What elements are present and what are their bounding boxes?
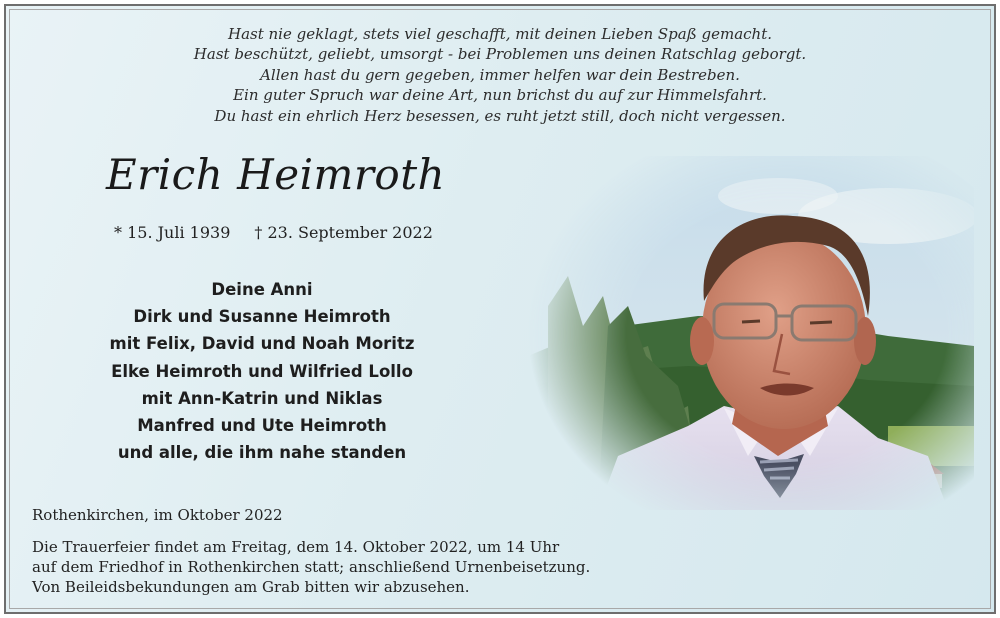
mourner-line: Dirk und Susanne Heimroth	[133, 307, 391, 327]
poem	[6, 24, 994, 126]
death-date: † 23. September 2022	[254, 223, 433, 242]
mourner-line: Manfred und Ute Heimroth	[137, 416, 387, 436]
deceased-name: Erich Heimroth	[106, 150, 446, 199]
mourner-line: mit Ann-Katrin und Niklas	[141, 388, 383, 408]
notice-line: Von Beileidsbekundungen am Grab bitten wir abzusehen.	[32, 578, 470, 596]
notice-line: auf dem Friedhof in Rothenkirchen statt; anschließend Urnenbeisetzung.	[32, 558, 591, 576]
mourner-line: mit Felix, David und Noah Moritz	[109, 334, 415, 354]
birth-date: * 15. Juli 1939	[114, 223, 231, 242]
poem-line: Ein guter Spruch war deine Art, nun brichst du auf zur Himmelsfahrt.	[233, 86, 767, 105]
mourner-line: und alle, die ihm nahe standen	[117, 443, 407, 463]
life-dates	[114, 223, 457, 242]
place-date: Rothenkirchen, im Oktober 2022	[32, 506, 283, 524]
poem-line: Allen hast du gern gegeben, immer helfen war dein Bestreben.	[260, 65, 740, 84]
notice-line: Die Trauerfeier findet am Freitag, dem 14. Oktober 2022, um 14 Uhr	[32, 538, 560, 556]
funeral-notice	[32, 537, 590, 597]
portrait-illustration	[528, 156, 974, 510]
mourners-list	[92, 276, 432, 466]
portrait-photo	[528, 156, 974, 510]
mourner-line: Deine Anni	[211, 280, 313, 299]
poem-line: Hast nie geklagt, stets viel geschafft, mit deinen Lieben Spaß gemacht.	[228, 25, 772, 43]
poem-line: Du hast ein ehrlich Herz besessen, es ruht jetzt still, doch nicht vergessen.	[214, 106, 786, 125]
poem-line: Hast beschützt, geliebt, umsorgt - bei Problemen uns deinen Ratschlag geborgt.	[193, 45, 807, 64]
obituary-card	[4, 4, 996, 614]
mourner-line: Elke Heimroth und Wilfried Lollo	[111, 361, 413, 381]
